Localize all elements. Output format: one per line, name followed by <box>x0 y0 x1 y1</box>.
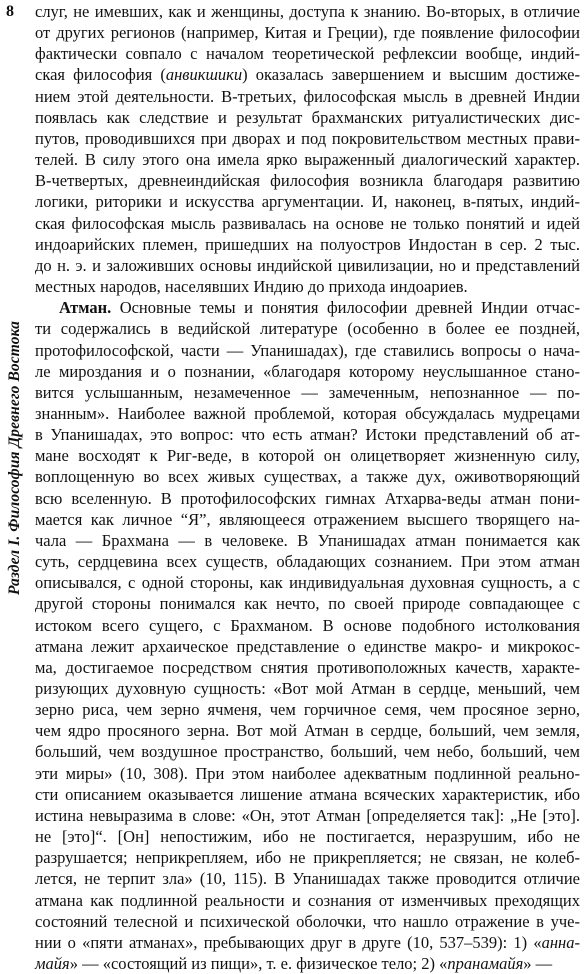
text-run: нии о «пяти атманах», пребывающих друг в друге (10, 537–539): 1) « <box>35 932 542 952</box>
text-run: описывался, с одной стороны, как индивидуальная духовная сущность, а с <box>35 573 580 593</box>
bold-run: Атман. <box>59 298 112 318</box>
text-run: ти содержались в ведийской литературе (особенно в более ее поздней, <box>35 319 580 339</box>
text-run: истина невыразима в слове: «Он, этот Атман [определяется так]: „Не [это]. <box>35 805 580 825</box>
text-run: ская философия ( <box>35 65 166 85</box>
text-line <box>35 340 580 361</box>
text-line <box>35 361 580 382</box>
text-line <box>35 424 580 445</box>
text-line <box>35 466 580 487</box>
text-run: логики, риторики и искусства аргументации. И, наконец, в-пятых, индий- <box>35 192 580 212</box>
text-line <box>35 191 580 212</box>
text-line <box>35 868 580 889</box>
text-line <box>35 784 580 805</box>
text-line <box>35 593 580 614</box>
text-line <box>35 551 580 572</box>
text-run: чала — Брахмана — в человеке. В Упанишадах атман понимается как <box>35 530 580 550</box>
text-line <box>35 615 580 636</box>
text-line <box>35 932 580 953</box>
italic-run: анна- <box>541 932 580 952</box>
running-head-text: Раздел I. Философия Древнего Востока <box>6 321 24 595</box>
text-line <box>35 149 580 170</box>
running-head <box>2 48 28 868</box>
text-line <box>35 826 580 847</box>
text-line <box>35 953 580 974</box>
text-run: лется, не терпит зла» (10, 115). В Упанишадах также проводится отличие <box>35 869 580 889</box>
text-run: протофилософской, части — Упанишадах), где ставились вопросы о нача- <box>35 340 580 360</box>
text-run: сти описанием оказывается лишение атмана всяческих характеристик, ибо <box>35 784 580 804</box>
text-line <box>35 530 580 551</box>
text-run: состояний телесной и психической оболочки, что нашло отражение в уче- <box>35 911 580 931</box>
text-run: ) оказалась завершением и высшим достиже- <box>242 65 581 85</box>
text-line <box>35 86 580 107</box>
text-run: суть, сердцевина всех существ, обладающих сознанием. При этом атман <box>35 552 580 572</box>
text-line <box>35 741 580 762</box>
text-line <box>35 636 580 657</box>
text-line <box>35 890 580 911</box>
text-line <box>35 763 580 784</box>
text-run: атмана как подлинной реальности и сознания от изменчивых преходящих <box>35 890 580 910</box>
text-line <box>35 572 580 593</box>
text-run: ризующих духовную сущность: «Вот мой Атман в сердце, меньший, чем <box>35 679 580 698</box>
text-line <box>35 22 580 43</box>
text-line <box>35 297 580 318</box>
text-run: В-четвертых, древнеиндийская философия возникла благодаря развитию <box>35 171 580 191</box>
text-line <box>35 509 580 530</box>
text-run: больший, чем воздушное пространство, больший, чем небо, больший, чем <box>35 742 580 762</box>
text-run: ле мироздания и о познании, «благодаря которому неуслышанное стано- <box>35 361 580 381</box>
text-line <box>35 255 580 276</box>
text-run: Основные темы и понятия философии древней Индии отчас- <box>111 298 580 318</box>
italic-run: анвикшики <box>165 65 243 85</box>
text-line <box>35 805 580 826</box>
text-line <box>35 911 580 932</box>
text-line <box>35 445 580 466</box>
text-line <box>35 847 580 868</box>
text-run: зерно риса, чем зерно ячменя, чем горчичное семя, чем просяное зерно, <box>35 700 580 720</box>
text-line <box>35 678 580 699</box>
text-run: ма, достигаемое посредством снятия противоположных качеств, характе- <box>35 657 580 677</box>
text-line <box>35 1 580 22</box>
text-run: до н. э. и заложивших основы индийской цивилизации, но и представлений <box>35 255 580 275</box>
text-run: вится услышанным, незамеченное — замеченным, непознанное — по- <box>35 382 580 402</box>
text-run: знанным». Наиболее важной проблемой, которая обсуждалась мудрецами <box>35 403 580 423</box>
text-line <box>35 213 580 234</box>
text-run: появлась как следствие и результат брахманских ритуалистических дис- <box>35 107 580 127</box>
text-run: » — <box>523 954 553 974</box>
text-run: индоарийских племен, пришедших на полуостров Индостан в сер. 2 тыс. <box>35 234 580 254</box>
text-run: ская философская мысль развивалась на основе не только понятий и идей <box>35 213 580 233</box>
text-run: всю вселенную. В протофилософских гимнах Атхарва-веды атман пони- <box>35 488 580 508</box>
text-run: атмана лежит архаическое представление о единстве макро- и микрокос- <box>35 636 580 656</box>
text-run: воплощенную во всех живых существах, а также дух, оживотворяющий <box>35 467 580 487</box>
body-text <box>35 1 580 974</box>
text-run: слуг, не имевших, как и женщины, доступа к знанию. Во-вторых, в отличие <box>35 2 580 21</box>
text-run: путов, проводившихся при дворах и под покровительством местных прави- <box>35 128 580 148</box>
text-line <box>35 657 580 678</box>
text-run: не [это]“. [Он] непостижим, ибо не постигается, неразрушим, ибо не <box>35 827 580 847</box>
text-run: местных народов, населявших Индию до прихода индоариев. <box>35 277 468 297</box>
text-run: разрушается; неприкрепляем, ибо не прикрепляется; не связан, не колеб- <box>35 848 580 868</box>
text-line <box>35 43 580 64</box>
text-run: эти миры» (10, 308). При этом наиболее адекватным подлинной реально- <box>35 763 580 783</box>
text-line <box>35 64 580 85</box>
italic-run: майя <box>35 954 70 974</box>
text-run: нием этой деятельности. В-третьих, философская мысль в древней Индии <box>35 86 580 106</box>
text-run: истоком всего сущего, с Брахманом. В основе подобного истолкования <box>35 615 580 635</box>
text-line <box>35 720 580 741</box>
text-line <box>35 276 580 297</box>
text-run: телей. В силу этого она имела ярко выраженный диалогический характер. <box>35 150 580 170</box>
text-line <box>35 107 580 128</box>
text-line <box>35 403 580 424</box>
text-line <box>35 382 580 403</box>
text-line <box>35 699 580 720</box>
text-line <box>35 488 580 509</box>
text-run: фактически совпало с началом теоретической рефлексии вообще, индий- <box>35 44 580 64</box>
italic-run: пранамайя <box>447 954 524 974</box>
text-run: » — «состоящий из пищи», т. е. физическое тело; 2) « <box>69 954 448 974</box>
text-run: мается как личное “Я”, являющееся отражением высшего творящего на- <box>35 509 580 529</box>
text-run: другой стороны понимался как нечто, по своей природе совпадающее с <box>35 594 580 614</box>
text-line <box>35 128 580 149</box>
text-run: чем ядро просяного зерна. Вот мой Атман в сердце, больший, чем земля, <box>35 721 580 741</box>
text-run: мане восходят к Риг-веде, в которой он олицетворяет жизненную силу, <box>35 446 580 466</box>
page-number: 8 <box>6 3 14 20</box>
text-run: от других регионов (например, Китая и Греции), где появление философии <box>35 23 580 43</box>
text-run: в Упанишадах, это вопрос: что есть атман? Истоки представлений об ат- <box>35 425 580 445</box>
text-line <box>35 170 580 191</box>
text-line <box>35 318 580 339</box>
text-line <box>35 234 580 255</box>
